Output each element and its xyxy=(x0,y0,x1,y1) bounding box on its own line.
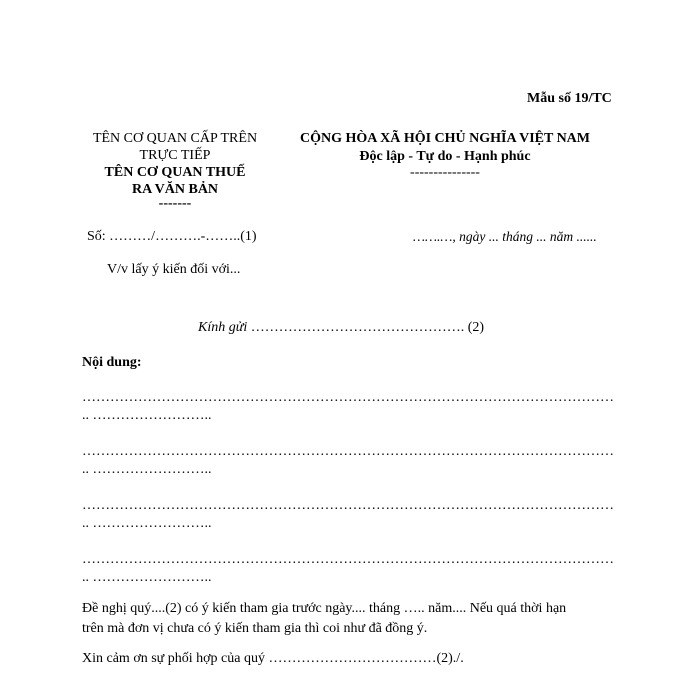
content-line-short: .. …………………….. xyxy=(82,462,212,477)
content-line xyxy=(82,551,618,587)
recipient-line xyxy=(198,320,484,336)
thanks-line: Xin cảm ơn sự phối hợp của quý ………………………………(2)./. xyxy=(82,651,464,666)
content-line-short: .. …………………….. xyxy=(82,408,212,423)
request-line-2: trên mà đơn vị chưa có ý kiến tham gia thì coi như đã đồng ý. xyxy=(82,621,428,636)
left-header-divider: ------- xyxy=(158,196,192,211)
content-line-long: …………………………………………………………………………………………………… xyxy=(82,498,614,513)
form-number: Mẫu số 19/TC xyxy=(527,91,612,106)
tax-agency-line1: TÊN CƠ QUAN THUẾ xyxy=(104,165,246,180)
right-header-divider: --------------- xyxy=(410,165,480,180)
content-label: Nội dung: xyxy=(82,355,142,370)
right-header xyxy=(285,130,605,181)
place-date-line: …….…, ngày ... tháng ... năm ...... xyxy=(413,229,597,244)
country-name: CỘNG HÒA XÃ HỘI CHỦ NGHĨA VIỆT NAM xyxy=(299,131,590,146)
document-number: Số: ………/……….-……..(1) xyxy=(87,229,257,244)
content-line-long: …………………………………………………………………………………………………… xyxy=(82,444,614,459)
parent-agency-line2: TRỰC TIẾP xyxy=(139,148,211,163)
recipient-prefix: Kính gửi xyxy=(198,320,248,335)
content-line xyxy=(82,497,618,533)
tax-agency-line2: RA VĂN BẢN xyxy=(131,182,219,197)
content-line-long: …………………………………………………………………………………………………… xyxy=(82,390,614,405)
content-line-short: .. …………………….. xyxy=(82,516,212,531)
subject-line: V/v lấy ý kiến đối với... xyxy=(107,262,241,277)
request-paragraph xyxy=(82,599,622,639)
content-line-short: .. …………………….. xyxy=(82,570,212,585)
left-header xyxy=(80,130,270,210)
parent-agency-line1: TÊN CƠ QUAN CẤP TRÊN xyxy=(92,131,258,146)
content-line xyxy=(82,443,618,479)
request-line-1: Đề nghị quý....(2) có ý kiến tham gia trước ngày.... tháng ….. năm.... Nếu quá thời hạn xyxy=(82,601,567,616)
content-line xyxy=(82,389,618,425)
recipient-dots: ………………………………………. (2) xyxy=(250,320,485,335)
content-line-long: …………………………………………………………………………………………………… xyxy=(82,552,614,567)
national-motto: Độc lập - Tự do - Hạnh phúc xyxy=(359,149,531,164)
